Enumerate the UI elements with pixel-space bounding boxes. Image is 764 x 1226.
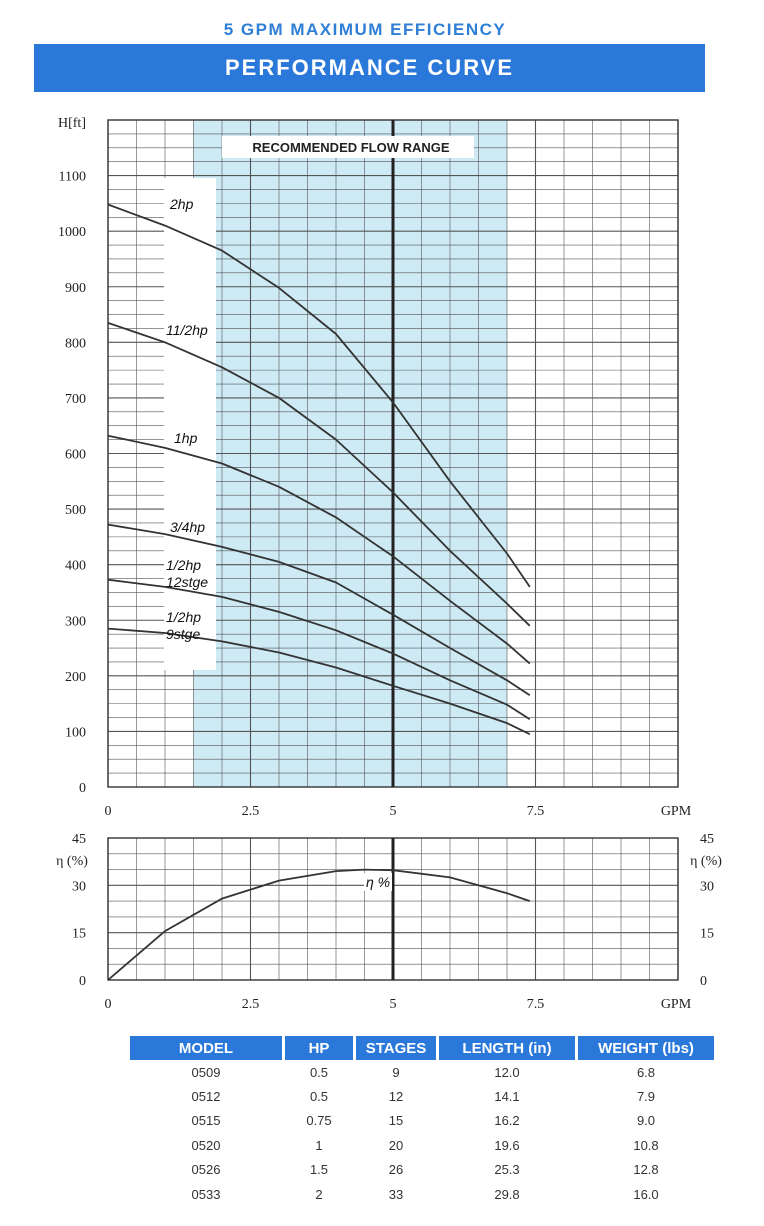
table-cell: 0509	[191, 1064, 221, 1080]
x-tick-label: 7.5	[526, 804, 545, 819]
table-cell: 0.5	[309, 1089, 329, 1105]
table-cell: 12.8	[633, 1162, 659, 1178]
table-cell: 25.3	[494, 1162, 520, 1178]
eff-x-tick-label: 2.5	[241, 997, 260, 1012]
eff-y-tick-left: 45	[72, 832, 86, 847]
eff-x-tick-label: 7.5	[526, 997, 545, 1012]
table-cell: 0515	[191, 1113, 221, 1129]
eff-series-label: η %	[365, 874, 391, 890]
eff-y-tick-left: 0	[79, 974, 86, 989]
series-label-5: 1/2hp 9stge	[166, 609, 202, 642]
table-header-4: WEIGHT (lbs)	[578, 1036, 714, 1060]
table-cell: 16.2	[494, 1113, 520, 1129]
table-cell: 0512	[191, 1089, 221, 1105]
x-tick-label: 2.5	[241, 804, 260, 819]
table-header-2: STAGES	[356, 1036, 436, 1060]
x-tick-label: 5	[389, 804, 397, 819]
x-axis-label: GPM	[660, 804, 692, 819]
y-tick-label: 700	[65, 391, 86, 407]
specs-table	[127, 1036, 717, 1206]
table-cell: 1.5	[309, 1162, 329, 1178]
eff-series-line-0	[108, 870, 530, 980]
eff-y-tick-left: 30	[72, 879, 86, 895]
table-cell: 7.9	[636, 1089, 656, 1105]
eff-y-tick-right: 15	[700, 926, 714, 942]
table-header-row	[130, 1036, 714, 1060]
y-tick-label: 600	[65, 447, 86, 463]
table-row	[130, 1109, 714, 1133]
table-row	[130, 1133, 714, 1157]
y-tick-label: 1100	[58, 169, 86, 185]
series-label-1: 11/2hp	[166, 322, 208, 338]
table-cell: 12	[388, 1089, 404, 1105]
series-label-2: 1hp	[174, 430, 198, 446]
table-cell: 1	[315, 1137, 323, 1153]
y-tick-label: 200	[65, 669, 86, 685]
curve-label-bg	[164, 178, 216, 670]
table-cell: 12.0	[494, 1064, 520, 1080]
recommended-flow-label: RECOMMENDED FLOW RANGE	[252, 140, 450, 155]
table-cell: 0.5	[309, 1064, 329, 1080]
table-cell: 29.8	[494, 1186, 520, 1202]
eff-y-label-left: η (%)	[56, 854, 88, 869]
table-cell: 19.6	[494, 1137, 520, 1153]
y-tick-label: 0	[79, 781, 86, 796]
table-cell: 33	[388, 1186, 404, 1202]
table-cell: 6.8	[636, 1064, 656, 1080]
eff-x-tick-label: 0	[104, 997, 112, 1012]
series-label-3: 3/4hp	[170, 519, 206, 535]
eff-y-label-right: η (%)	[690, 854, 722, 869]
eff-y-tick-right: 45	[700, 832, 714, 847]
table-cell: 0526	[191, 1162, 221, 1178]
chart-subtitle: 5 GPM MAXIMUM EFFICIENCY	[223, 20, 507, 39]
table-cell: 16.0	[633, 1186, 659, 1202]
table-cell: 10.8	[633, 1137, 659, 1153]
y-tick-label: 800	[65, 336, 86, 352]
table-cell: 14.1	[494, 1089, 520, 1105]
table-body	[130, 1060, 714, 1206]
table-cell: 9.0	[636, 1113, 656, 1129]
table-row	[130, 1084, 714, 1108]
table-cell: 0520	[191, 1137, 221, 1153]
y-tick-label: 500	[65, 503, 86, 519]
y-tick-label: 400	[65, 558, 86, 574]
table-row	[130, 1182, 714, 1206]
x-tick-label: 0	[104, 804, 112, 819]
table-cell: 15	[388, 1113, 404, 1129]
table-cell: 0.75	[306, 1113, 332, 1129]
y-axis-label: H[ft]	[58, 116, 86, 131]
table-row	[130, 1060, 714, 1084]
series-label-0: 2hp	[170, 196, 194, 212]
table-cell: 2	[315, 1186, 323, 1202]
eff-y-tick-left: 15	[72, 926, 86, 942]
table-cell: 9	[392, 1064, 400, 1080]
table-header-0: MODEL	[130, 1036, 282, 1060]
table-cell: 20	[388, 1137, 404, 1153]
eff-y-tick-right: 30	[700, 879, 714, 895]
eff-y-tick-right: 0	[700, 974, 707, 989]
table-cell: 0533	[191, 1186, 221, 1202]
series-label-4: 1/2hp 12stge	[166, 557, 209, 590]
y-tick-label: 300	[65, 614, 86, 630]
eff-x-tick-label: 5	[389, 997, 397, 1012]
table-header-3: LENGTH (in)	[439, 1036, 575, 1060]
table-header-1: HP	[285, 1036, 353, 1060]
chart-title-banner: PERFORMANCE CURVE	[34, 44, 705, 92]
table-cell: 26	[388, 1162, 404, 1178]
table-row	[130, 1158, 714, 1182]
y-tick-label: 100	[65, 725, 86, 741]
eff-x-axis-label: GPM	[660, 997, 692, 1012]
y-tick-label: 1000	[58, 225, 86, 241]
y-tick-label: 900	[65, 280, 86, 296]
